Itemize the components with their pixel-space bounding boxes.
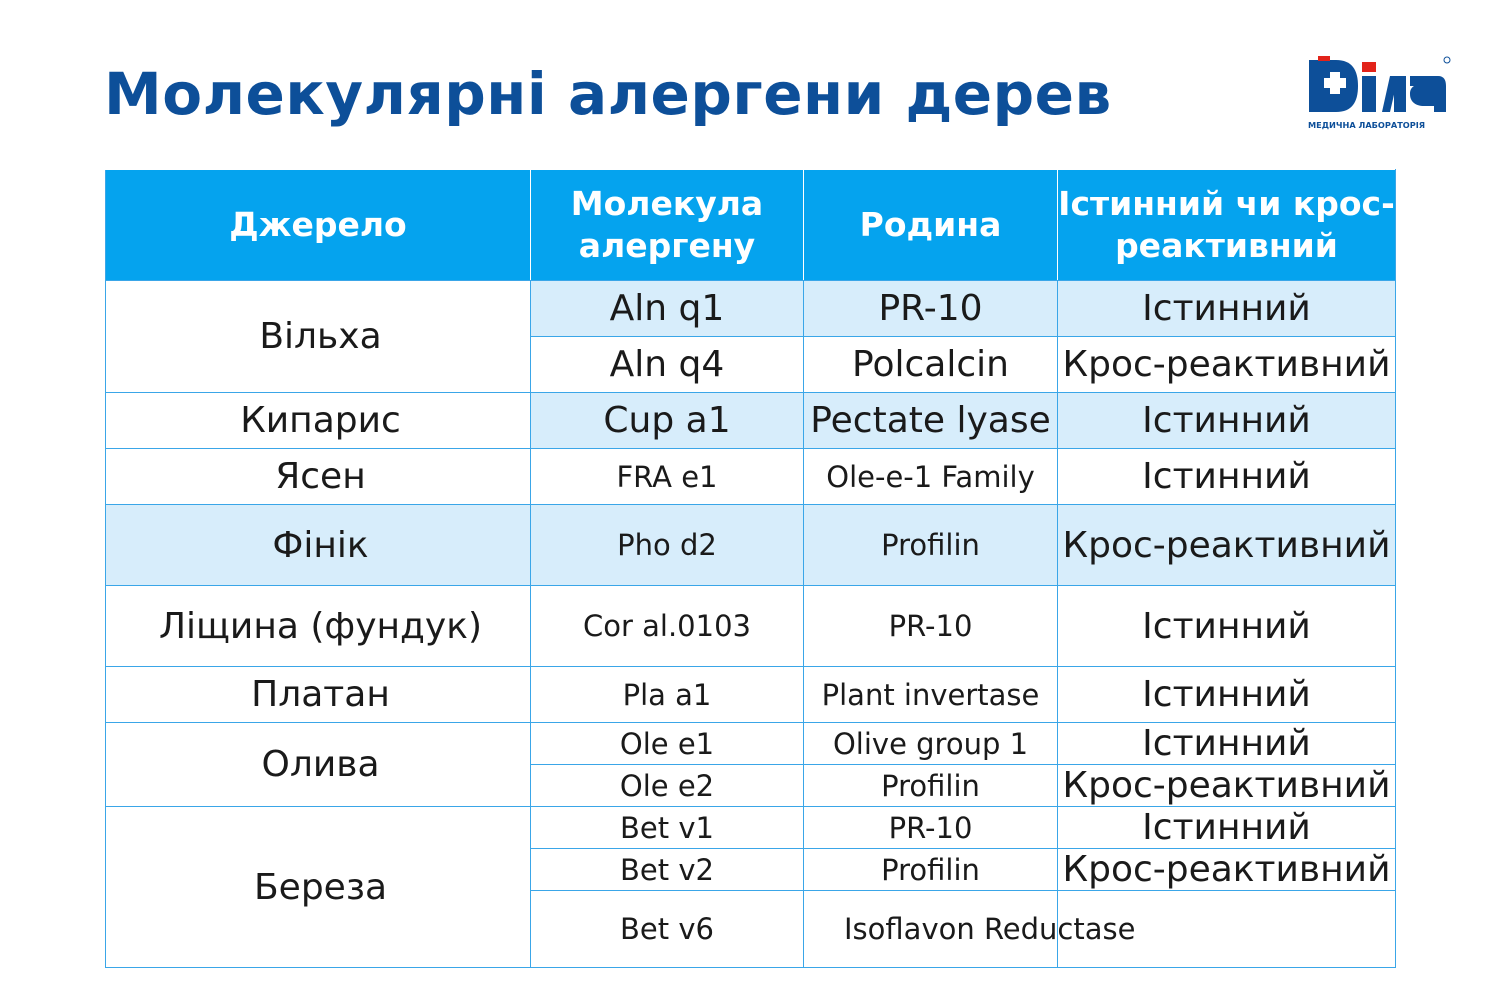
table-row bbox=[106, 723, 1396, 765]
source-cell: Платан bbox=[106, 667, 531, 723]
family-cell: Profilin bbox=[804, 849, 1058, 891]
family-cell: PR-10 bbox=[804, 281, 1058, 337]
molecule-cell: Cup a1 bbox=[531, 393, 804, 449]
molecule-cell: Cor al.0103 bbox=[531, 586, 804, 667]
family-cell: Profilin bbox=[804, 765, 1058, 807]
source-cell: Вільха bbox=[106, 281, 531, 393]
table-row bbox=[106, 505, 1396, 586]
type-cell: Істинний bbox=[1058, 667, 1396, 723]
molecule-cell: Aln q4 bbox=[531, 337, 804, 393]
source-cell: Кипарис bbox=[106, 393, 531, 449]
family-cell: Plant invertase bbox=[804, 667, 1058, 723]
molecule-cell: Bet v1 bbox=[531, 807, 804, 849]
dila-logo bbox=[1306, 56, 1450, 132]
molecule-cell: Bet v2 bbox=[531, 849, 804, 891]
family-cell: Isoflavon Reductase bbox=[804, 891, 1058, 968]
logo-subtitle: МЕДИЧНА ЛАБОРАТОРІЯ bbox=[1308, 120, 1426, 130]
table-row bbox=[106, 807, 1396, 849]
source-cell: Олива bbox=[106, 723, 531, 807]
header-molecule: Молекула алергену bbox=[531, 170, 804, 281]
source-cell: Ясен bbox=[106, 449, 531, 505]
family-cell: Ole-e-1 Family bbox=[804, 449, 1058, 505]
header-family: Родина bbox=[804, 170, 1058, 281]
type-cell: Крос-реактивний bbox=[1058, 765, 1396, 807]
type-cell: Крос-реактивний bbox=[1058, 337, 1396, 393]
family-cell: Profilin bbox=[804, 505, 1058, 586]
header-source: Джерело bbox=[106, 170, 531, 281]
type-cell: Істинний bbox=[1058, 723, 1396, 765]
family-cell: Olive group 1 bbox=[804, 723, 1058, 765]
type-cell: Крос-реактивний bbox=[1058, 849, 1396, 891]
table-row bbox=[106, 449, 1396, 505]
type-cell: Істинний bbox=[1058, 281, 1396, 337]
molecule-cell: Bet v6 bbox=[531, 891, 804, 968]
type-cell: Істинний bbox=[1058, 586, 1396, 667]
table-row bbox=[106, 586, 1396, 667]
molecule-cell: Aln q1 bbox=[531, 281, 804, 337]
molecule-cell: FRA e1 bbox=[531, 449, 804, 505]
molecule-cell: Pho d2 bbox=[531, 505, 804, 586]
molecule-cell: Pla a1 bbox=[531, 667, 804, 723]
molecule-cell: Ole e1 bbox=[531, 723, 804, 765]
family-cell: Pectate lyase bbox=[804, 393, 1058, 449]
family-cell: PR-10 bbox=[804, 807, 1058, 849]
allergens-table bbox=[105, 169, 1396, 968]
type-cell: Істинний bbox=[1058, 393, 1396, 449]
table-row bbox=[106, 667, 1396, 723]
table-row bbox=[106, 393, 1396, 449]
page-title: Молекулярні алергени дерев bbox=[104, 60, 1112, 128]
source-cell: Фінік bbox=[106, 505, 531, 586]
table-header-row bbox=[106, 170, 1396, 281]
type-cell: Крос-реактивний bbox=[1058, 505, 1396, 586]
table-row bbox=[106, 281, 1396, 337]
type-cell: Істинний bbox=[1058, 449, 1396, 505]
family-cell: Polcalcin bbox=[804, 337, 1058, 393]
family-cell: PR-10 bbox=[804, 586, 1058, 667]
molecule-cell: Ole e2 bbox=[531, 765, 804, 807]
header-type: Істинний чи крос-реактивний bbox=[1058, 170, 1396, 281]
source-cell: Береза bbox=[106, 807, 531, 968]
type-cell: Істинний bbox=[1058, 807, 1396, 849]
source-cell: Ліщина (фундук) bbox=[106, 586, 531, 667]
